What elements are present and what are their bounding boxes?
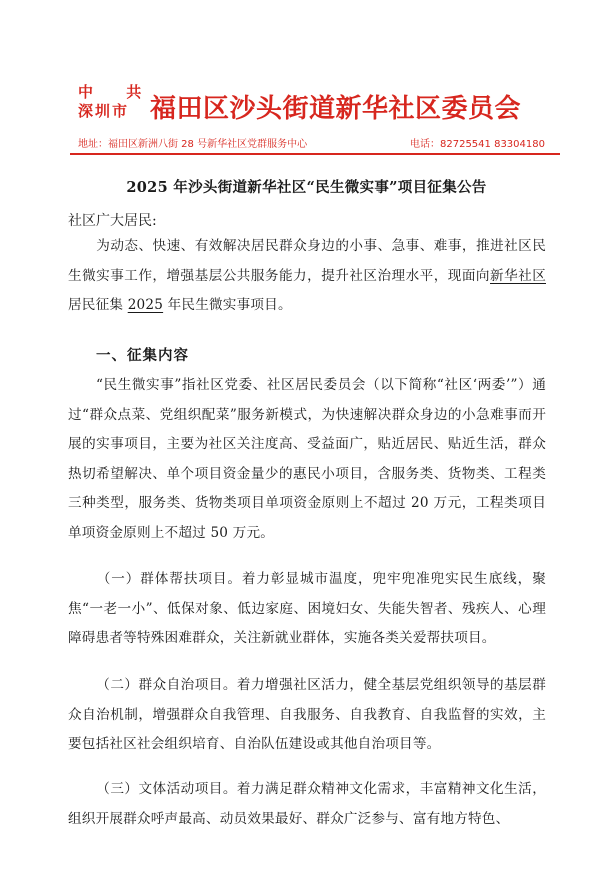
item3-text: （三）文体活动项目。着力满足群众精神文化需求，丰富精神文化生活，组织开展群众呼声最高、动员效果最好、群众广泛参与、富有地方特色、: [68, 781, 546, 827]
intro-text-mid: 居民征集: [68, 297, 128, 313]
section-heading: 一、征集内容: [96, 348, 189, 364]
item1-text: （一）群体帮扶项目。着力彰显城市温度，兜牢兜准兜实民生底线，聚焦“一老一小”、低保对象、低边家庭、困境妇女、失能失智者、残疾人、心理障碍患者等特殊困难群众，关注新就业群体，实施各类关爱帮扶项目。: [68, 571, 546, 646]
intro-paragraph: [68, 232, 546, 321]
org-prefix-line1: 中 共: [78, 83, 156, 101]
item-self-governance: [68, 671, 546, 760]
org-prefix-line2: 深圳市: [78, 102, 130, 120]
intro-text-before: 为动态、快速、有效解决居民群众身边的小事、急事、难事，推进社区民生微实事工作，增强基层公共服务能力，提升社区治理水平，现面向: [68, 238, 546, 284]
org-prefix: [78, 83, 155, 121]
item-cultural-sports: [68, 775, 546, 834]
org-name: 福田区沙头街道新华社区委员会: [150, 94, 522, 124]
intro-underlined-community: 新华社区: [490, 267, 546, 284]
intro-underlined-year: 2025: [127, 297, 164, 313]
item2-text: （二）群众自治项目。着力增强社区活力，健全基层党组织领导的基层群众自治机制，增强群众自我管理、自我服务、自我教育、自我监督的实效，主要包括社区社会组织培育、自治队伍建设或其他自治项目等。: [68, 677, 546, 752]
document-title: 2025 年沙头街道新华社区“民生微实事”项目征集公告: [126, 179, 487, 196]
definition-paragraph: [68, 371, 546, 548]
definition-text: “民生微实事”指社区党委、社区居民委员会（以下简称“社区‘两委’”）通过“群众点菜、党组织配菜”服务新模式，为快速解决群众身边的小急难事而开展的实事项目，主要为社区关注度高、受益面广，贴近居民、贴近生活，群众热切希望解决、单个项目资金量少的惠民小项目，含服务类、货物类、工程类三种类型，服务类、货物类项目单项资金原则上不超过 20 万元，工程类项目单项资金原则上不超过 50 万元。: [68, 377, 546, 541]
address: 地址：福田区新洲八街 28 号新华社区党群服务中心: [78, 139, 308, 150]
phone-numbers: 电话：82725541 83304180: [410, 139, 545, 150]
salutation: 社区广大居民:: [68, 213, 157, 229]
letterhead-divider: [70, 153, 560, 155]
item-group-support: [68, 565, 546, 654]
intro-text-after: 年民生微实事项目。: [163, 297, 292, 313]
